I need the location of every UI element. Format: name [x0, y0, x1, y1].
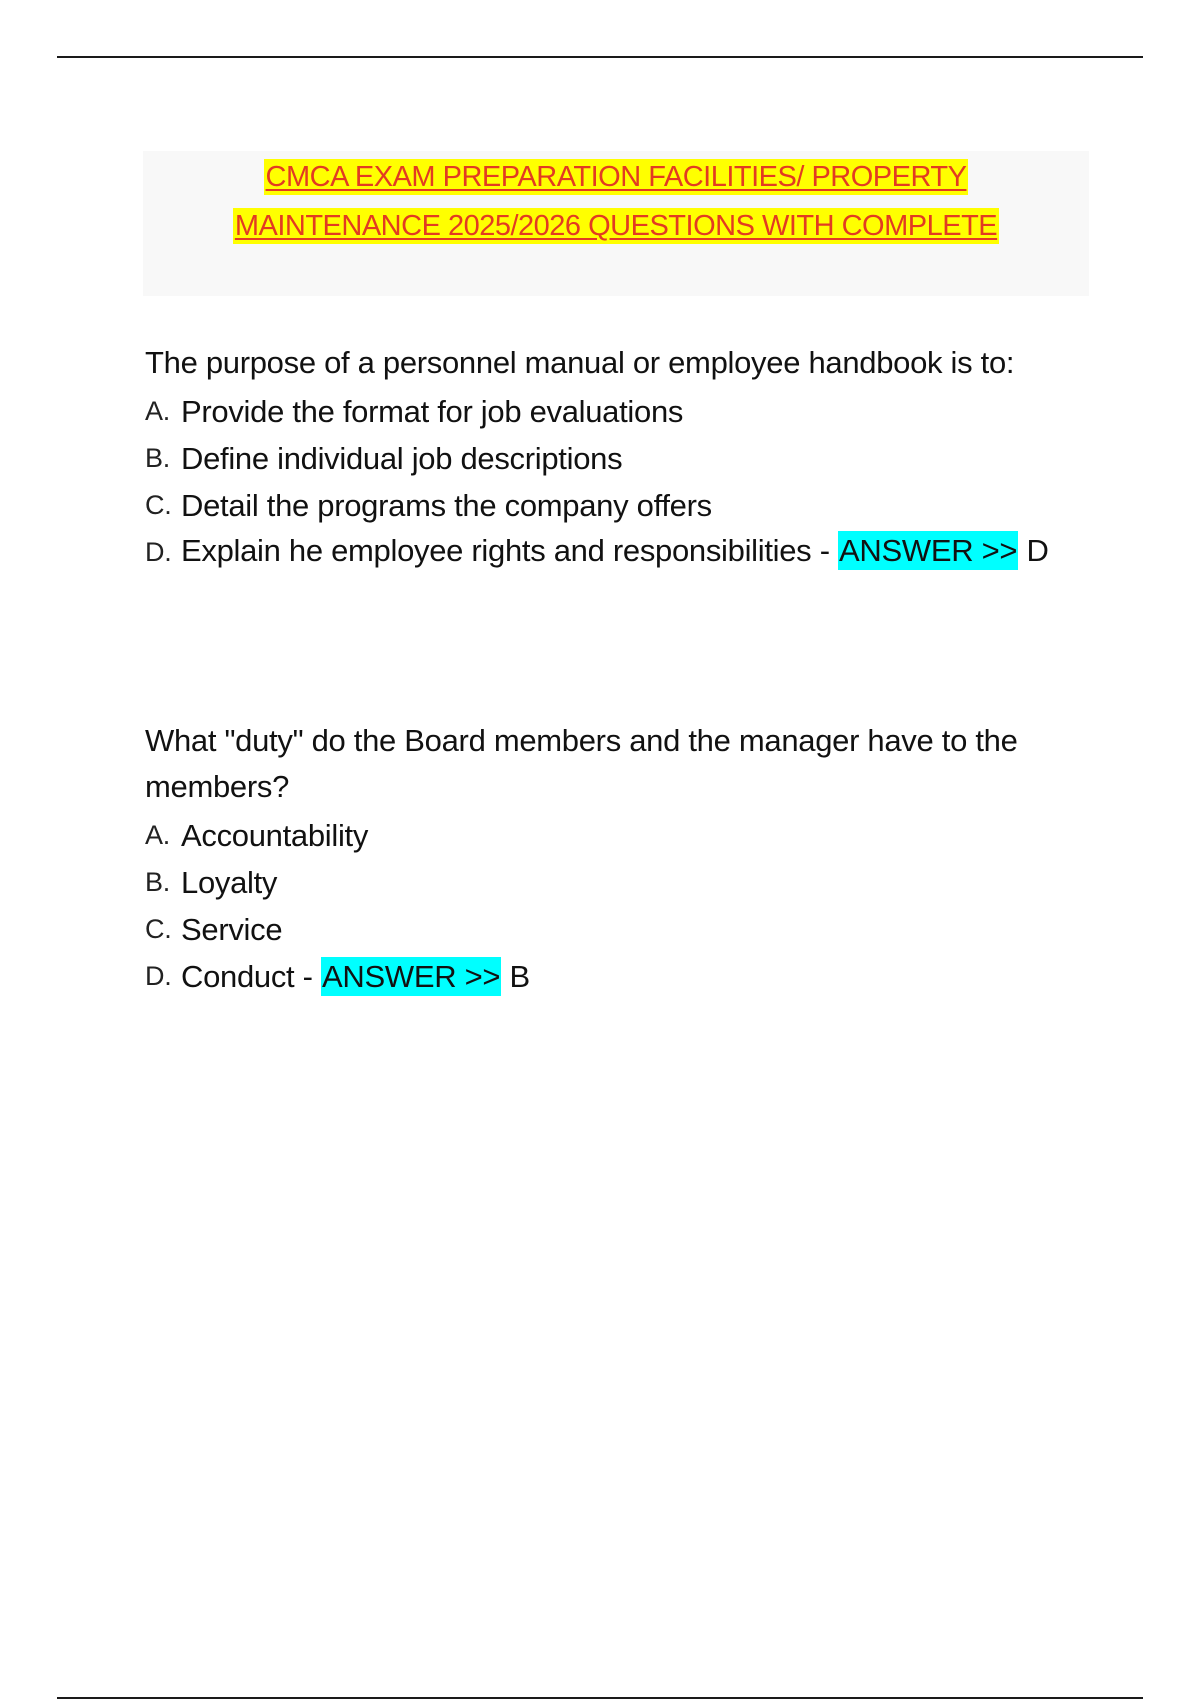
option-c — [145, 906, 1075, 953]
option-a — [145, 388, 1075, 435]
question-2 — [145, 718, 1075, 1000]
title-line-1: CMCA EXAM PREPARATION FACILITIES/ PROPERTY — [265, 161, 967, 193]
option-letter: A. — [145, 396, 170, 426]
answer-label: ANSWER >> — [322, 959, 501, 994]
option-d — [145, 953, 1075, 1000]
option-b — [145, 859, 1075, 906]
option-text: Provide the format for job evaluations — [181, 394, 684, 429]
option-text: Conduct - — [181, 959, 322, 994]
option-letter: D. — [145, 537, 172, 567]
option-text: Loyalty — [181, 865, 278, 900]
option-letter: A. — [145, 820, 170, 850]
top-rule — [57, 56, 1143, 58]
option-b — [145, 435, 1075, 482]
option-a — [145, 812, 1075, 859]
option-text: Detail the programs the company offers — [181, 488, 712, 523]
question-1 — [145, 340, 1075, 573]
option-letter: B. — [145, 867, 170, 897]
answer-value: B — [501, 959, 530, 994]
option-letter: B. — [145, 443, 170, 473]
title-line-2: MAINTENANCE 2025/2026 QUESTIONS WITH COMPLETE — [234, 210, 998, 242]
answer-label: ANSWER >> — [839, 533, 1018, 568]
question-text: What "duty" do the Board members and the manager have to the members? — [145, 723, 1018, 804]
bottom-rule — [57, 1697, 1143, 1699]
option-letter: C. — [145, 914, 172, 944]
option-text: Define individual job descriptions — [181, 441, 623, 476]
question-text: The purpose of a personnel manual or employee handbook is to: — [145, 345, 1015, 380]
option-c — [145, 482, 1075, 529]
option-text: Service — [181, 912, 283, 947]
option-d — [145, 529, 1075, 573]
option-text: Explain he employee rights and responsibilities - — [181, 533, 839, 568]
document-title — [143, 151, 1089, 251]
option-letter: D. — [145, 961, 172, 991]
answer-value: D — [1018, 533, 1049, 568]
option-text: Accountability — [181, 818, 369, 853]
option-letter: C. — [145, 490, 172, 520]
